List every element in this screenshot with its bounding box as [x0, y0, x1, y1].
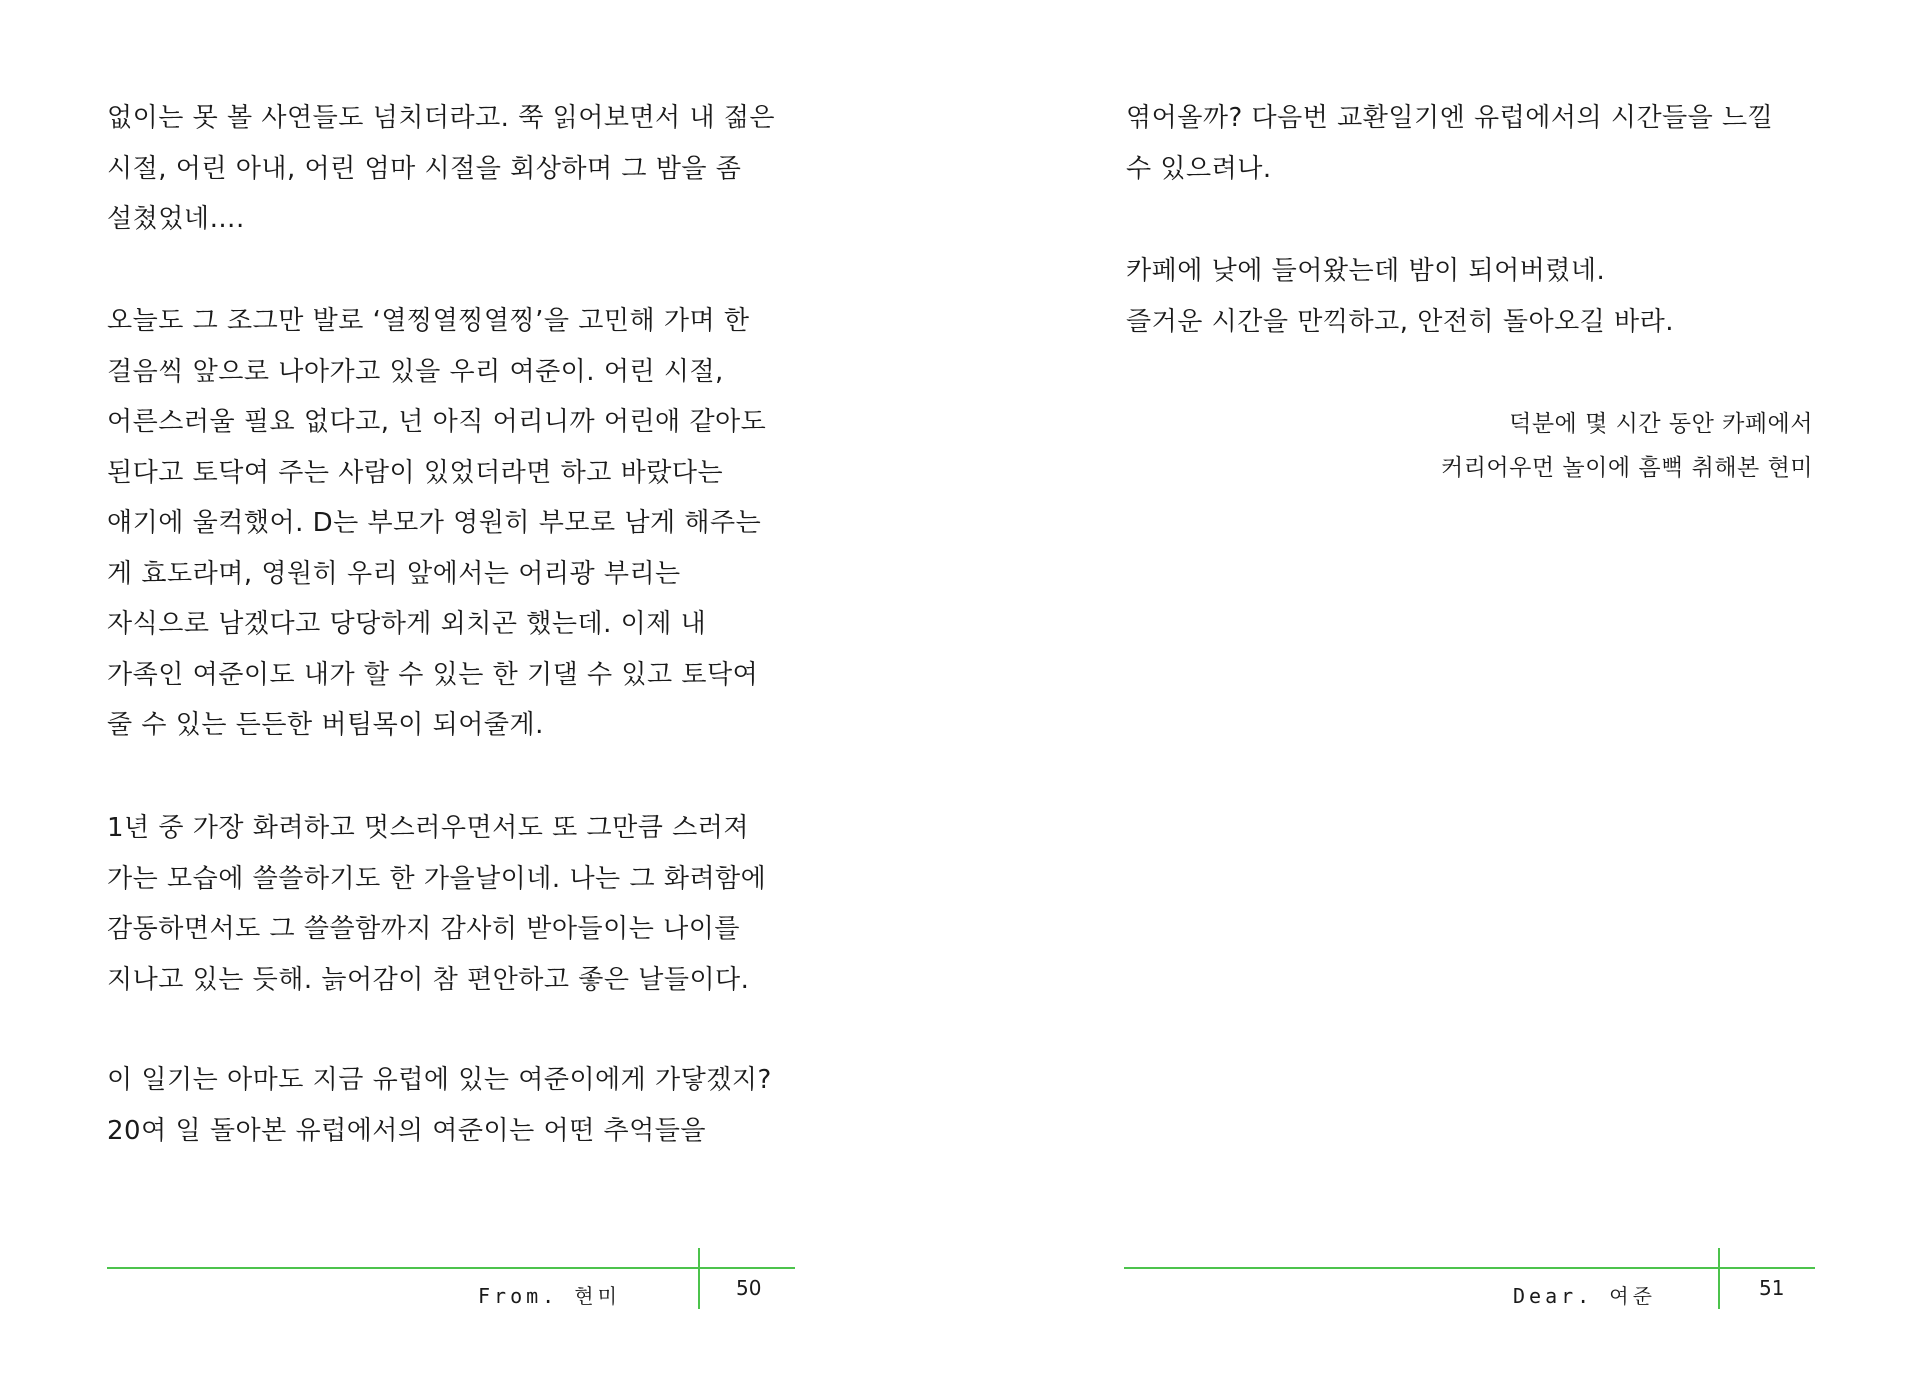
text-line: 가는 모습에 쓸쓸하기도 한 가을날이네. 나는 그 화려함에 [107, 863, 767, 894]
text-line: 게 효도라며, 영원히 우리 앞에서는 어리광 부리는 [107, 558, 681, 589]
footer-from-label: From. 현미 [478, 1284, 621, 1308]
body-paragraph [107, 803, 766, 1005]
footer-divider [698, 1248, 700, 1309]
signature-line: 커리어우먼 놀이에 흠뻑 취해본 현미 [1440, 455, 1813, 481]
footer-rule [107, 1267, 795, 1269]
text-line: 20여 일 돌아본 유럽에서의 여준이는 어떤 추억들을 [107, 1115, 706, 1146]
page-number: 51 [1759, 1276, 1785, 1300]
text-line: 줄 수 있는 든든한 버팀목이 되어줄게. [107, 710, 544, 740]
text-line: 감동하면서도 그 쓸쓸함까지 감사히 받아들이는 나이를 [107, 914, 740, 944]
text-line: 즐거운 시간을 만끽하고, 안전히 돌아오길 바라. [1126, 306, 1675, 337]
right-page [960, 0, 1920, 1387]
text-line: 오늘도 그 조그만 발로 ‘열찡열찡열찡’을 고민해 가며 한 [107, 306, 750, 336]
text-line: 가족인 여준이도 내가 할 수 있는 한 기댈 수 있고 토닥여 [107, 659, 759, 690]
text-line: 설쳤었네…. [107, 204, 245, 234]
signature-block [1441, 402, 1813, 490]
text-line: 지나고 있는 듯해. 늙어감이 참 편안하고 좋은 날들이다. [107, 964, 750, 995]
text-line: 된다고 토닥여 주는 사람이 있었더라면 하고 바랐다는 [107, 457, 724, 488]
text-line: 없이는 못 볼 사연들도 넘치더라고. 쭉 읽어보면서 내 젊은 [107, 103, 776, 133]
text-line: 어른스러울 필요 없다고, 넌 아직 어리니까 어린애 같아도 [107, 407, 767, 437]
page-number: 50 [736, 1276, 762, 1300]
text-line: 엮어올까? 다음번 교환일기엔 유럽에서의 시간들을 느낄 [1126, 103, 1774, 133]
footer-dear-label: Dear. 여준 [1513, 1284, 1656, 1308]
body-paragraph [107, 93, 775, 245]
text-line: 이 일기는 아마도 지금 유럽에 있는 여준이에게 가닿겠지? [107, 1065, 772, 1095]
text-line: 걸음씩 앞으로 나아가고 있을 우리 여준이. 어린 시절, [107, 356, 724, 387]
body-paragraph [107, 296, 766, 751]
body-paragraph [1126, 93, 1773, 194]
footer-divider [1718, 1248, 1720, 1309]
text-line: 시절, 어린 아내, 어린 엄마 시절을 회상하며 그 밤을 좀 [107, 153, 742, 184]
body-paragraph [107, 1055, 772, 1156]
footer-rule [1124, 1267, 1815, 1269]
text-line: 카페에 낮에 들어왔는데 밤이 되어버렸네. [1126, 256, 1606, 286]
text-line: 수 있으려나. [1126, 153, 1272, 184]
text-line: 얘기에 울컥했어. D는 부모가 영원히 부모로 남게 해주는 [107, 508, 762, 538]
signature-line: 덕분에 몇 시간 동안 카페에서 [1509, 411, 1813, 437]
text-line: 자식으로 남겠다고 당당하게 외치곤 했는데. 이제 내 [107, 609, 707, 639]
body-paragraph [1126, 246, 1674, 347]
text-line: 1년 중 가장 화려하고 멋스러우면서도 또 그만큼 스러져 [107, 813, 749, 843]
